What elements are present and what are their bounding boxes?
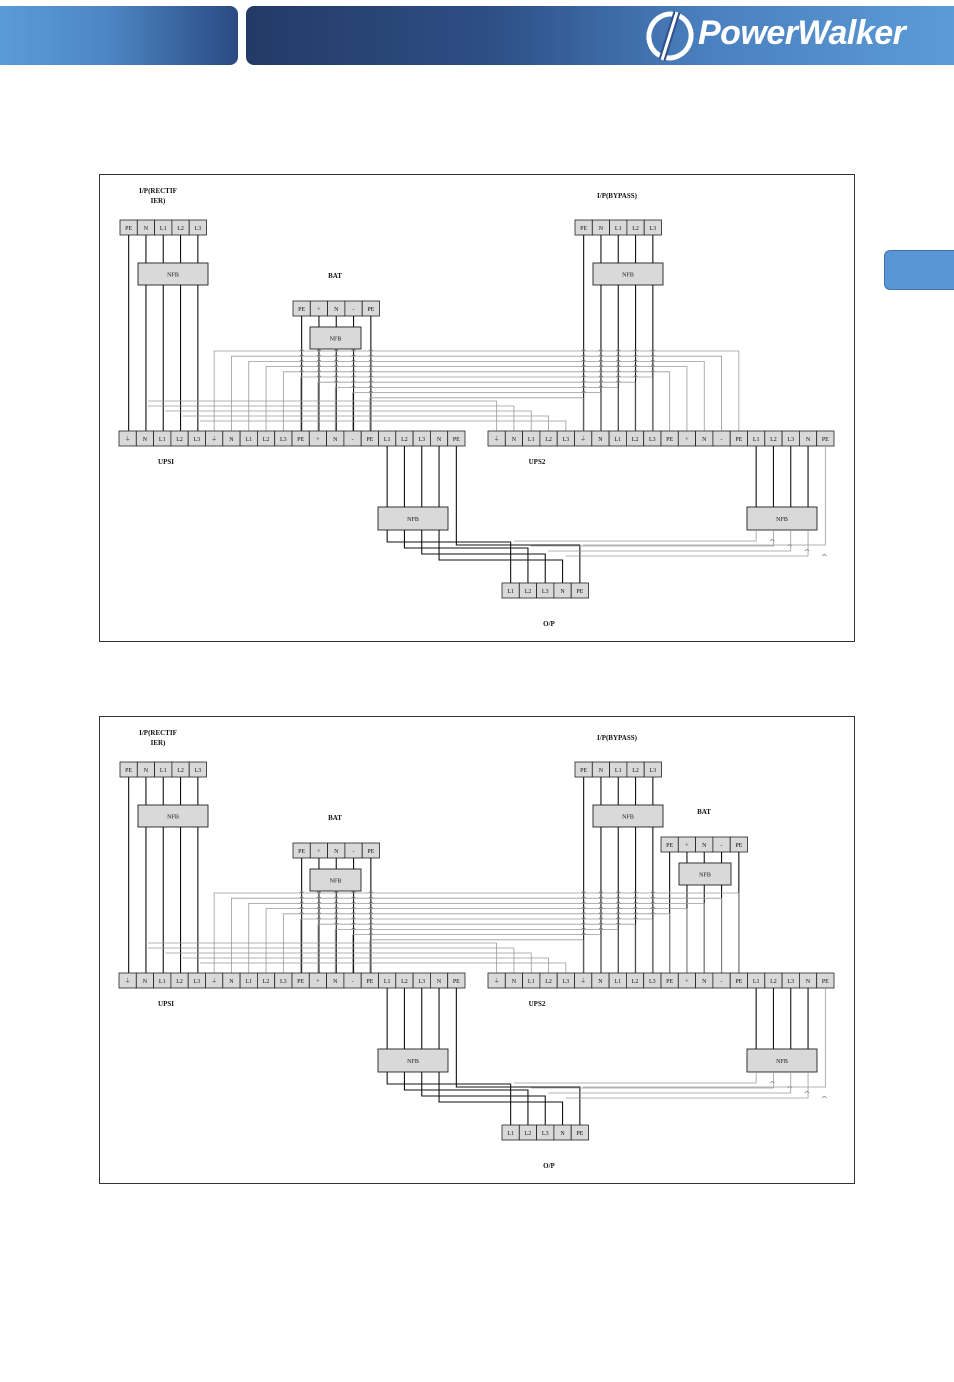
diagram2-ups2-terminal-1-label: N [511,978,517,985]
diagram2-output-terminal-4-label: PE [576,1130,584,1137]
diagram2-ups1-terminal-15-label: L1 [383,978,391,985]
diagram1-ups1-terminal-18-label: N [436,436,442,443]
diagram2-ups2-terminal-3-label: L2 [545,978,552,985]
diagram2-ups1-pe-to-output [456,988,579,1125]
diagram2-rectifier-nfb-label: NFB [167,814,179,821]
diagram1-ups2-to-output-0 [514,530,757,541]
diagram1-ups2-terminal-11-label: + [685,436,689,443]
diagram2-rectifier-terminal-3-label: L2 [177,767,184,774]
diagram2-output-terminal-0-label: L1 [507,1130,514,1137]
diagram1-output-terminal-1-label: L2 [524,588,532,595]
diagram1-ups1-terminal-9-label: L3 [280,436,287,443]
diagram1-ups1-terminal-2-label: L1 [158,436,166,443]
side-tab[interactable] [884,250,954,290]
diagram1-bypass-terminal-2-label: L1 [614,225,622,232]
diagram2-ups1-to-output-2 [422,1072,546,1125]
diagram2-bypass-nfb-label: NFB [622,814,634,821]
diagram2-ups2-terminal-4-label: L3 [562,978,570,985]
diagram2-ups1-terminal-16-label: L2 [401,978,408,985]
diagram1-bus-wire-8 [353,393,601,431]
diagram1-rectifier-terminal-0-label: PE [125,225,133,232]
diagram2-ups1-terminal-13-label: - [351,978,354,985]
diagram1-ups2-terminal-14-label: PE [735,436,743,443]
diagram1-rectifier-terminal-3-label: L2 [177,225,184,232]
powerwalker-logo-icon [644,8,700,63]
diagram1-ups1-to-output-3 [439,530,563,583]
diagram2-ups2-terminal-7-label: L1 [614,978,622,985]
wiring-diagram-2 [99,716,855,1184]
diagram2-battery2-label: BAT [697,808,711,816]
diagram2-rectifier-terminal-0-label: PE [125,767,133,774]
diagram1-output-terminal-0-label: L1 [507,588,514,595]
diagram1-ups1-pe-to-output [456,446,579,583]
diagram1-rect-link-1 [148,406,514,431]
diagram2-bus-wire-0 [214,893,739,973]
wiring-diagram-1 [99,174,855,642]
diagram2-ups1-terminal-3-label: L2 [176,978,183,985]
diagram2-ups1-terminal-19-label: PE [452,978,460,985]
diagram2-bypass-terminal-4-label: L3 [649,767,657,774]
brand-name: PowerWalker [698,14,906,52]
diagram1-ups2-terminal-0-label: ⏚ [493,436,500,443]
diagram2-ups1-terminal-0-label: ⏚ [124,978,131,985]
wiring-diagram-2-svg [100,717,856,1185]
diagram2-ups1-to-output-0 [387,1072,511,1125]
diagram2-battery-terminal-4-label: PE [367,848,375,855]
diagram1-ups2-terminal-5-label: ⏚ [580,436,587,443]
diagram1-battery-terminal-1-label: + [317,306,321,313]
diagram2-rectifier-terminal-4-label: L3 [194,767,202,774]
diagram2-bypass-terminal-3-label: L2 [632,767,639,774]
diagram2-ups1-terminal-10-label: PE [297,978,305,985]
diagram1-ups2-terminal-10-label: PE [666,436,674,443]
diagram1-ups1-terminal-5-label: ⏚ [211,436,218,443]
diagram2-battery-terminal-3-label: - [352,848,355,855]
diagram1-ups2-to-output-1 [531,530,774,546]
diagram1-rectifier-terminal-1-label: N [143,225,149,232]
diagram2-ups1-to-output-1 [404,1072,528,1125]
diagram1-bus-wire-9 [370,398,583,431]
diagram2-ups1-terminal-11-label: + [316,978,320,985]
diagram2-ups1-terminal-4-label: L3 [193,978,201,985]
diagram1-output-label: O/P [543,620,555,628]
diagram2-bypass-label: I/P(BYPASS) [597,734,637,742]
diagram2-ups2-terminal-5-label: ⏚ [580,978,587,985]
diagram2-battery-nfb-label: NFB [329,878,342,885]
diagram2-bus-wire-8 [353,935,601,973]
diagram2-ups2-label: UPS2 [528,1000,546,1008]
diagram1-ups1-to-output-2 [422,530,546,583]
diagram1-ups1-terminal-10-label: PE [297,436,305,443]
diagram1-ups2-terminal-17-label: L3 [787,436,795,443]
diagram2-rectifier-label: I/P(RECTIF [139,729,177,737]
diagram2-rect-link-3 [183,958,549,973]
diagram1-battery-label: BAT [328,272,342,280]
diagram2-ups1-terminal-14-label: PE [366,978,374,985]
diagram1-ups2-out-crossover-3 [822,555,826,557]
diagram2-ups2-terminal-10-label: PE [666,978,674,985]
diagram2-ups1-terminal-8-label: L2 [262,978,270,985]
diagram2-battery-label: BAT [328,814,342,822]
diagram1-ups2-to-output-2 [548,530,791,551]
diagram1-bypass-terminal-4-label: L3 [649,225,657,232]
diagram1-ups1-terminal-15-label: L1 [383,436,391,443]
diagram1-rectifier-nfb-label: NFB [167,272,179,279]
diagram1-ups1-label: UPSI [158,458,174,466]
diagram1-ups2-terminal-3-label: L2 [545,436,552,443]
diagram1-ups1-to-output-1 [404,530,528,583]
diagram2-output-terminal-2-label: L3 [541,1130,549,1137]
diagram1-ups2-terminal-7-label: L1 [614,436,622,443]
diagram1-ups1-terminal-3-label: L2 [176,436,183,443]
diagram2-rectifier-terminal-1-label: N [143,767,149,774]
diagram1-ups2-terminal-2-label: L1 [527,436,535,443]
diagram1-battery-terminal-2-label: N [334,306,339,313]
diagram1-ups1-terminal-16-label: L2 [401,436,408,443]
diagram2-battery2-terminal-3-label: - [720,842,723,849]
diagram2-ups2-terminal-15-label: L1 [752,978,760,985]
diagram2-ups1-label: UPSI [158,1000,174,1008]
diagram2-battery-terminal-1-label: + [317,848,321,855]
diagram1-rectifier-label: I/P(RECTIF [139,187,177,195]
diagram2-bypass-terminal-2-label: L1 [614,767,622,774]
wiring-diagram-1-svg [100,175,856,643]
diagram2-rectifier-terminal-2-label: L1 [159,767,167,774]
diagram2-ups2-terminal-12-label: N [702,978,707,985]
diagram2-ups1-output-nfb-label: NFB [407,1058,419,1065]
diagram1-bus-wire-1 [231,356,721,431]
diagram1-ups1-terminal-13-label: - [351,436,354,443]
diagram1-ups2-to-output-3 [566,530,809,556]
diagram2-ups2-terminal-8-label: L2 [631,978,639,985]
diagram2-ups1-terminal-1-label: N [142,978,148,985]
diagram2-battery-terminal-2-label: N [334,848,339,855]
diagram1-ups1-terminal-12-label: N [333,436,338,443]
diagram2-ups1-terminal-18-label: N [436,978,442,985]
diagram2-battery2-terminal-1-label: + [685,842,689,849]
diagram1-ups1-terminal-11-label: + [316,436,320,443]
diagram2-ups1-terminal-7-label: L1 [245,978,253,985]
brand-logo [644,8,944,63]
diagram1-bypass-terminal-0-label: PE [580,225,588,232]
diagram2-battery2-terminal-0-label: PE [666,842,674,849]
diagram2-ups2-to-output-0 [514,1072,757,1083]
diagram2-bus-wire-9 [370,940,583,973]
diagram2-ups2-terminal-11-label: + [685,978,689,985]
diagram2-ups1-terminal-2-label: L1 [158,978,166,985]
diagram1-bus-wire-6 [318,382,635,431]
diagram1-ups1-terminal-4-label: L3 [193,436,201,443]
diagram2-ups2-terminal-0-label: ⏚ [493,978,500,985]
diagram2-ups2-to-output-1 [531,1072,774,1088]
diagram2-output-terminal-1-label: L2 [524,1130,532,1137]
diagram2-bus-wire-7 [335,929,618,973]
diagram2-ups2-to-output-3 [566,1072,809,1098]
diagram2-ups2-out-crossover-3 [822,1097,826,1099]
diagram2-ups2-terminal-16-label: L2 [770,978,777,985]
diagram1-ups2-terminal-4-label: L3 [562,436,570,443]
diagram2-rect-link-4 [200,963,566,973]
diagram1-ups1-terminal-7-label: L1 [245,436,253,443]
diagram1-rect-link-3 [183,416,549,431]
diagram2-bypass-terminal-1-label: N [598,767,604,774]
diagram2-bus-wire-4 [283,914,669,973]
diagram2-rectifier-label-2: IER) [150,739,166,747]
diagram1-bus-wire-0 [214,351,739,431]
diagram1-bypass-label: I/P(BYPASS) [597,192,637,200]
diagram2-ups1-terminal-12-label: N [333,978,338,985]
diagram2-ups2-terminal-19-label: PE [821,978,829,985]
diagram2-rect-link-1 [148,948,514,973]
diagram2-ups2-terminal-6-label: N [598,978,603,985]
diagram1-ups2-terminal-6-label: N [598,436,603,443]
diagram1-battery-terminal-0-label: PE [298,306,306,313]
diagram1-rectifier-terminal-2-label: L1 [159,225,167,232]
diagram2-bypass-terminal-0-label: PE [580,767,588,774]
diagram1-ups1-output-nfb-label: NFB [407,516,419,523]
diagram1-bypass-terminal-3-label: L2 [632,225,639,232]
diagram1-ups2-terminal-9-label: L3 [649,436,656,443]
diagram1-ups1-terminal-19-label: PE [452,436,460,443]
diagram2-battery-terminal-0-label: PE [298,848,306,855]
diagram2-output-label: O/P [543,1162,555,1170]
diagram1-ups2-terminal-8-label: L2 [631,436,639,443]
diagram1-bypass-nfb-label: NFB [622,272,634,279]
diagram2-ups1-terminal-6-label: N [229,978,234,985]
diagram1-battery-terminal-3-label: - [352,306,355,313]
diagram2-bus-wire-1 [231,898,721,973]
diagram2-ups1-terminal-9-label: L3 [280,978,287,985]
diagram2-ups2-to-output-2 [548,1072,791,1093]
diagram2-ups2-terminal-17-label: L3 [787,978,795,985]
diagram2-ups2-terminal-18-label: N [805,978,811,985]
diagram1-ups2-label: UPS2 [528,458,546,466]
diagram1-bypass-terminal-1-label: N [598,225,604,232]
diagram1-ups1-terminal-1-label: N [142,436,148,443]
diagram1-output-terminal-2-label: L3 [541,588,549,595]
diagram2-ups1-terminal-17-label: L3 [418,978,426,985]
diagram2-ups2-terminal-9-label: L3 [649,978,656,985]
diagram1-ups2-output-nfb-label: NFB [776,516,788,523]
diagram1-ups1-terminal-8-label: L2 [262,436,270,443]
diagram2-ups1-to-output-3 [439,1072,563,1125]
diagram1-battery-terminal-4-label: PE [367,306,375,313]
diagram1-ups1-terminal-6-label: N [229,436,234,443]
diagram1-output-terminal-4-label: PE [576,588,584,595]
diagram1-ups2-terminal-12-label: N [702,436,707,443]
diagram2-battery2-terminal-2-label: N [702,842,707,849]
diagram2-ups2-terminal-14-label: PE [735,978,743,985]
diagram1-rect-link-4 [200,421,566,431]
diagram1-ups2-terminal-16-label: L2 [770,436,777,443]
diagram2-ups2-terminal-2-label: L1 [527,978,535,985]
diagram1-ups1-terminal-17-label: L3 [418,436,426,443]
diagram2-ups2-terminal-13-label: - [720,978,723,985]
diagram1-ups1-terminal-14-label: PE [366,436,374,443]
diagram1-output-terminal-3-label: N [560,588,565,595]
diagram1-ups2-terminal-19-label: PE [821,436,829,443]
diagram2-ups2-output-nfb-label: NFB [776,1058,788,1065]
diagram1-rectifier-terminal-4-label: L3 [194,225,202,232]
diagram1-ups1-to-output-0 [387,530,511,583]
diagram2-battery2-nfb-label: NFB [699,872,711,879]
diagram2-ups1-terminal-5-label: ⏚ [211,978,218,985]
diagram2-output-terminal-3-label: N [560,1130,565,1137]
diagram1-ups2-terminal-1-label: N [511,436,517,443]
diagram2-bus-wire-6 [318,924,635,973]
diagram1-ups1-terminal-0-label: ⏚ [124,436,131,443]
diagram1-rectifier-label-2: IER) [150,197,166,205]
diagram1-bus-wire-7 [335,387,618,431]
diagram1-ups2-terminal-15-label: L1 [752,436,760,443]
diagram1-ups2-terminal-13-label: - [720,436,723,443]
diagram1-battery-nfb-label: NFB [329,336,342,343]
diagram2-battery2-terminal-4-label: PE [735,842,743,849]
header-banner-left [0,6,238,65]
diagram1-ups2-terminal-18-label: N [805,436,811,443]
